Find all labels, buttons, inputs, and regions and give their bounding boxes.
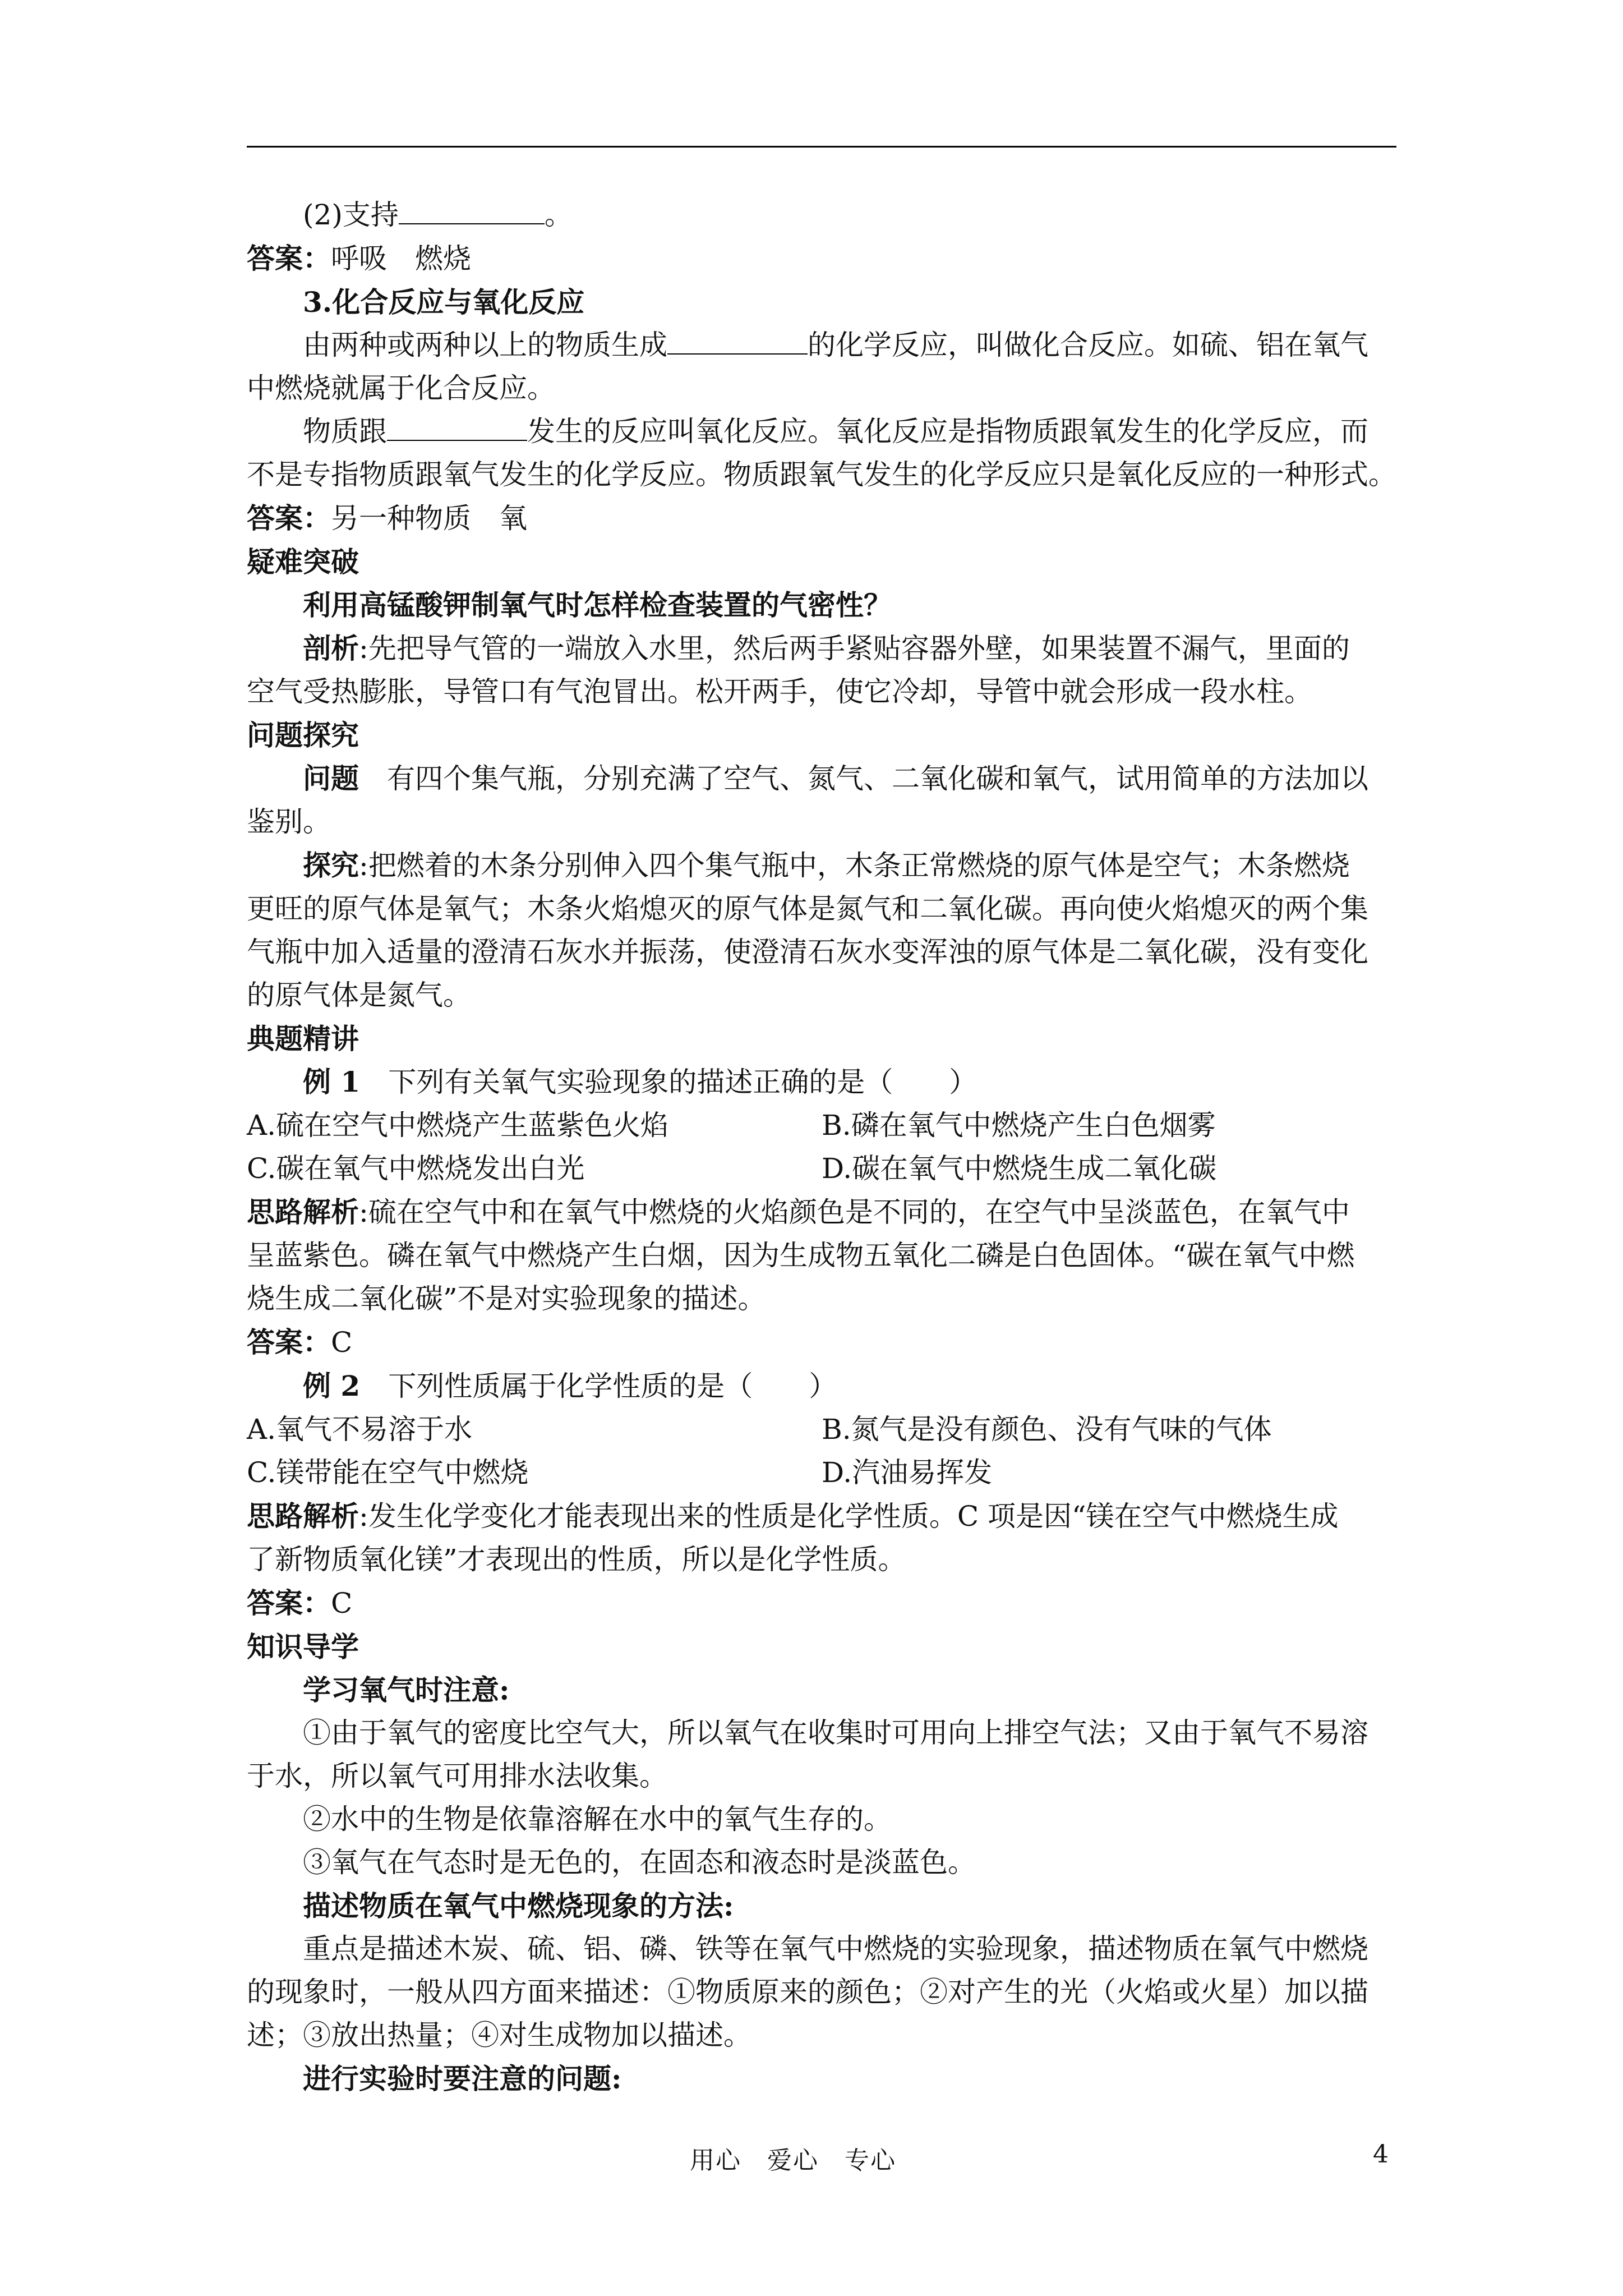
option-a: A.氧气不易溶于水 xyxy=(247,1413,473,1446)
example1-answer: 答案：C xyxy=(247,1326,353,1359)
guide-method-line3: 述；③放出热量；④对生成物加以描述。 xyxy=(247,2019,751,2051)
guide-subheading-1: 学习氧气时注意: xyxy=(303,1673,510,1706)
sec3-p1-line2: 中燃烧就属于化合反应。 xyxy=(247,372,555,404)
example1-analysis-line2: 呈蓝紫色。磷在氧气中燃烧产生白烟，因为生成物五氧化二磷是白色固体。“碳在氧气中燃 xyxy=(247,1239,1355,1272)
option-b: B.磷在氧气中燃烧产生白色烟雾 xyxy=(822,1109,1216,1142)
example2-options-cd xyxy=(247,1451,1396,1494)
inquiry-heading: 问题探究 xyxy=(247,719,359,752)
header-rule xyxy=(247,146,1396,148)
example1-analysis-line1: 思路解析:硫在空气中和在氧气中燃烧的火焰颜色是不同的，在空气中呈淡蓝色，在氧气中 xyxy=(247,1195,1350,1228)
difficulty-heading: 疑难突破 xyxy=(247,545,359,578)
option-d: D.汽油易挥发 xyxy=(822,1456,993,1489)
guide-method-line2: 的现象时，一般从四方面来描述：①物质原来的颜色；②对产生的光（火焰或火星）加以描 xyxy=(247,1976,1368,2008)
fill-blank xyxy=(387,413,527,441)
example2-analysis-line2: 了新物质氧化镁”才表现出的性质，所以是化学性质。 xyxy=(247,1543,906,1576)
difficulty-question: 利用高锰酸钾制氧气时怎样检查装置的气密性？ xyxy=(303,588,892,622)
option-d: D.碳在氧气中燃烧生成二氧化碳 xyxy=(822,1152,1217,1185)
inquiry-question-line1: 问题 有四个集气瓶，分别充满了空气、氮气、二氧化碳和氧气，试用简单的方法加以 xyxy=(303,762,1368,795)
sec3-heading: 3.化合反应与氧化反应 xyxy=(303,286,585,319)
example1-options-cd xyxy=(247,1147,1396,1190)
guide-note1-line2: 于水，所以氧气可用排水法收集。 xyxy=(247,1760,667,1792)
guide-method-line1: 重点是描述木炭、硫、铝、磷、铁等在氧气中燃烧的实验现象，描述物质在氧气中燃烧 xyxy=(303,1932,1368,1965)
example2-answer: 答案：C xyxy=(247,1586,353,1619)
guide-subheading-3: 进行实验时要注意的问题: xyxy=(303,2062,622,2095)
example2-analysis-line1: 思路解析:发生化学变化才能表现出来的性质是化学性质。C 项是因“镁在空气中燃烧生成 xyxy=(247,1499,1339,1533)
sec2-answer: 答案：呼吸 燃烧 xyxy=(247,242,471,275)
difficulty-analysis-line2: 空气受热膨胀，导管口有气泡冒出。松开两手，使它冷却，导管中就会形成一段水柱。 xyxy=(247,675,1312,708)
inquiry-explore-line3: 气瓶中加入适量的澄清石灰水并振荡，使澄清石灰水变浑浊的原气体是二氧化碳，没有变化 xyxy=(247,936,1368,968)
sec2-item2: (2)支持 。 xyxy=(247,194,1396,237)
inquiry-explore-line4: 的原气体是氮气。 xyxy=(247,979,471,1011)
page-number: 4 xyxy=(1373,2140,1389,2169)
sec3-answer: 答案：另一种物质 氧 xyxy=(247,501,527,535)
example2-options-ab xyxy=(247,1408,1396,1451)
inquiry-question-line2: 鉴别。 xyxy=(247,806,331,838)
guide-note1-line1: ①由于氧气的密度比空气大，所以氧气在收集时可用向上排空气法；又由于氧气不易溶 xyxy=(303,1717,1368,1749)
option-c: C.碳在氧气中燃烧发出白光 xyxy=(247,1152,585,1185)
sec3-p1-line1: 由两种或两种以上的物质生成 的化学反应，叫做化合反应。如硫、铝在氧气 xyxy=(247,324,1396,367)
sec3-p2-line1: 物质跟 发生的反应叫氧化反应。氧化反应是指物质跟氧发生的化学反应，而 xyxy=(247,410,1396,453)
examples-heading: 典题精讲 xyxy=(247,1022,359,1055)
footer-motto: 用心 爱心 专心 xyxy=(690,2146,896,2175)
option-b: B.氮气是没有颜色、没有气味的气体 xyxy=(822,1413,1272,1446)
inquiry-explore-line1: 探究:把燃着的木条分别伸入四个集气瓶中，木条正常燃烧的原气体是空气；木条燃烧 xyxy=(303,849,1350,882)
example1-analysis-line3: 烧生成二氧化碳”不是对实验现象的描述。 xyxy=(247,1282,766,1315)
example1-options-ab xyxy=(247,1104,1396,1147)
example1-stem: 例 1 下列有关氧气实验现象的描述正确的是（ ） xyxy=(303,1065,978,1098)
inquiry-explore-line2: 更旺的原气体是氧气；木条火焰熄灭的原气体是氮气和二氧化碳。再向使火焰熄灭的两个集 xyxy=(247,892,1368,925)
page-content xyxy=(247,194,1396,2100)
guide-note2: ②水中的生物是依靠溶解在水中的氧气生存的。 xyxy=(303,1803,892,1835)
option-a: A.硫在空气中燃烧产生蓝紫色火焰 xyxy=(247,1109,669,1142)
difficulty-analysis-line1: 剖析:先把导气管的一端放入水里，然后两手紧贴容器外壁，如果装置不漏气，里面的 xyxy=(303,632,1350,665)
guide-note3: ③氧气在气态时是无色的，在固态和液态时是淡蓝色。 xyxy=(303,1846,976,1879)
example2-stem: 例 2 下列性质属于化学性质的是（ ） xyxy=(303,1369,837,1402)
fill-blank xyxy=(667,326,808,355)
fill-blank xyxy=(399,196,545,224)
guide-subheading-2: 描述物质在氧气中燃烧现象的方法: xyxy=(303,1889,734,1922)
option-c: C.镁带能在空气中燃烧 xyxy=(247,1456,529,1489)
guide-heading: 知识导学 xyxy=(247,1630,359,1663)
sec3-p2-line2: 不是专指物质跟氧气发生的化学反应。物质跟氧气发生的化学反应只是氧化反应的一种形式。 xyxy=(247,458,1396,491)
